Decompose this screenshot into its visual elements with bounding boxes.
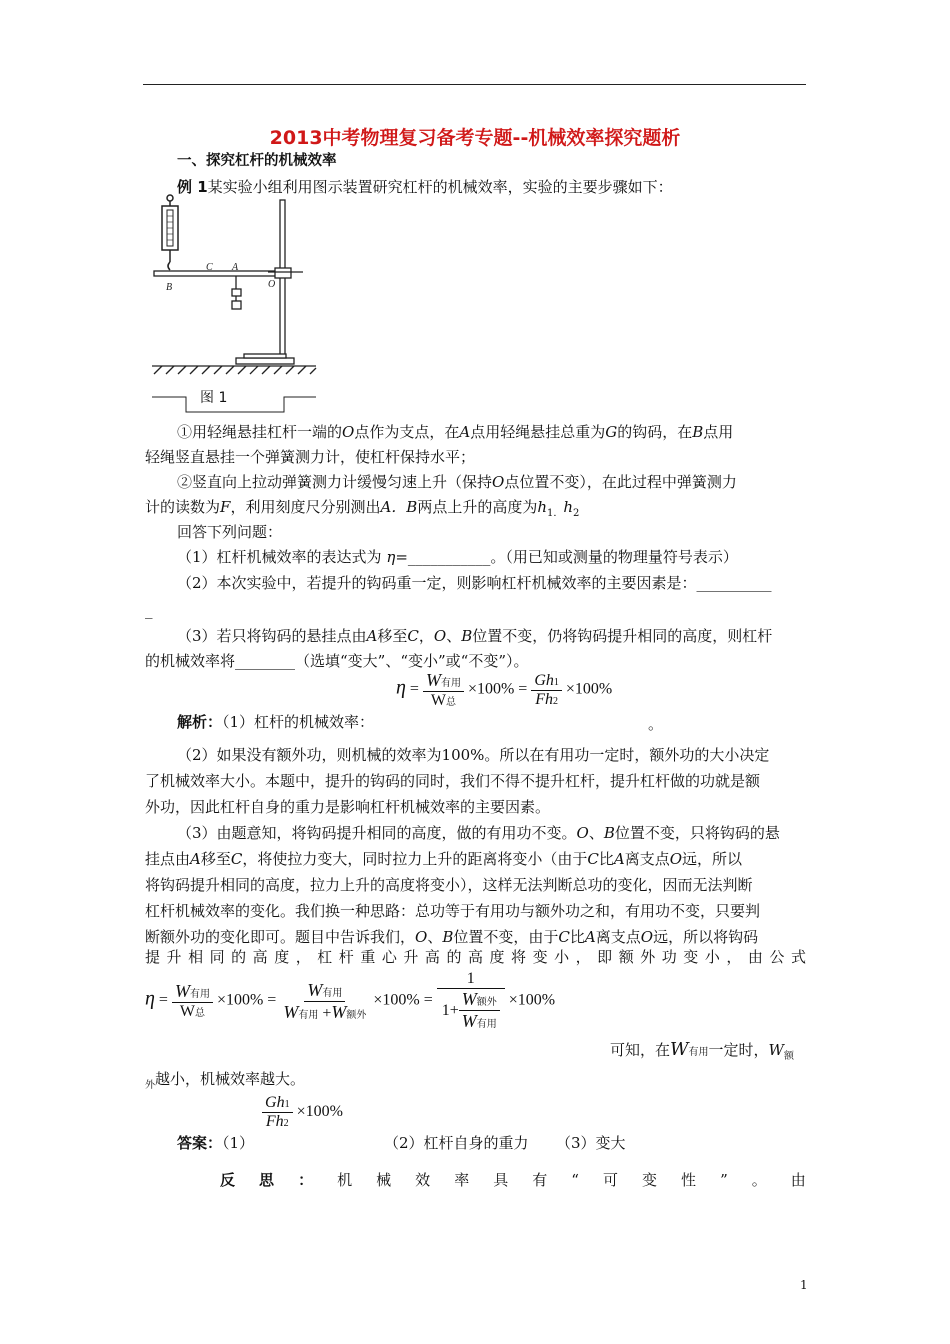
analysis-1	[177, 712, 374, 732]
work-symbol: W	[670, 1039, 689, 1060]
figure-caption: 图 1	[200, 390, 228, 406]
question-3-line1	[177, 626, 772, 646]
operator: ×100%	[296, 1103, 343, 1121]
subscript: 额外	[346, 1009, 367, 1021]
char: 同	[209, 948, 225, 966]
char: 外	[640, 948, 656, 966]
work-symbol: W	[307, 979, 323, 1000]
example-label: 例 1	[177, 178, 208, 196]
symbol: C	[587, 850, 599, 868]
subscript: 2	[573, 508, 580, 519]
char: 高	[252, 948, 268, 966]
symbol: O	[640, 928, 654, 946]
char: 功	[661, 948, 677, 966]
symbol: G	[265, 1094, 277, 1111]
efficiency-formula-2	[145, 970, 555, 1032]
conclusion-line2	[145, 1069, 305, 1096]
text-span: 点作为支点，在	[354, 423, 460, 441]
char: 。	[751, 1171, 767, 1189]
point-label-a: A	[232, 262, 239, 273]
char: 的	[446, 948, 462, 966]
subscript: 1	[553, 676, 559, 688]
equals: =	[409, 680, 419, 698]
char: 重	[360, 948, 376, 966]
char: 小	[554, 948, 570, 966]
subscript: 有用	[322, 987, 343, 999]
symbol: h	[275, 1113, 284, 1130]
text-span: （3）若只将钩码的悬挂点由	[177, 627, 367, 645]
symbol: h	[545, 690, 553, 708]
char: 度	[489, 948, 505, 966]
char: 小	[704, 948, 720, 966]
text-span: 的钩码，在	[617, 423, 693, 441]
question-1	[177, 547, 738, 567]
text-span: 比	[569, 928, 585, 946]
char: 公	[769, 948, 785, 966]
fraction-ratio	[437, 970, 505, 1032]
char: 效	[415, 1171, 431, 1189]
text-span: 、	[427, 928, 443, 946]
work-symbol: W	[174, 981, 190, 1001]
lever-bar	[154, 271, 284, 276]
conclusion-line1	[610, 1040, 794, 1067]
symbol: η	[386, 548, 396, 566]
operator: ×100% =	[373, 991, 433, 1009]
char: 即	[597, 948, 613, 966]
symbol: C	[407, 627, 419, 645]
text-span: 位置不变，仍将钩码提升相同的高度，则杠杆	[472, 627, 773, 645]
char: 性	[681, 1171, 697, 1189]
work-symbol: W	[768, 1041, 784, 1059]
symbol: A	[613, 850, 625, 868]
analysis-3-line1	[177, 823, 780, 843]
subscript: 总	[446, 697, 456, 708]
operator: ×100%	[565, 680, 613, 698]
spring-scale	[162, 195, 178, 270]
page-title: 2013中考物理复习备考专题--机械效率探究题析	[269, 127, 681, 149]
page-number: 1	[800, 1278, 808, 1292]
section-heading: 一、探究杠杆的机械效率	[177, 153, 337, 169]
text-span: 、	[588, 824, 604, 842]
eta-symbol: η	[145, 987, 155, 1010]
subscript: 额外	[476, 997, 497, 1008]
char: ，	[575, 948, 591, 966]
step2-line2	[145, 497, 579, 524]
header-rule	[143, 84, 806, 85]
subscript: 总	[195, 1008, 205, 1019]
text-span: 点用	[703, 423, 734, 441]
symbol: C	[558, 928, 570, 946]
text-span: ②竖直向上拉动弹簧测力计缓慢匀速上升（保持	[177, 473, 493, 491]
char: 有	[532, 1171, 548, 1189]
symbol: F	[265, 1113, 276, 1130]
symbol: O	[576, 824, 589, 842]
question-3-line2: 的机械效率将________（选填“变大”、“变小”或“不变”）。	[145, 652, 529, 670]
text-span: 远，所以	[682, 850, 743, 868]
fraction-gh-fh	[262, 1094, 293, 1131]
char: 高	[424, 948, 440, 966]
text-span: 移至	[377, 627, 408, 645]
char: 可	[602, 1171, 618, 1189]
symbol: A	[459, 423, 471, 441]
fraction-useful-total	[172, 981, 213, 1021]
operator: ×100% =	[467, 680, 528, 698]
subscript: 有用	[440, 678, 461, 689]
point-label-b: B	[166, 282, 173, 293]
efficiency-formula-1	[396, 670, 612, 710]
symbol: A	[584, 928, 596, 946]
fraction-useful-total	[423, 670, 464, 710]
fraction-extra-useful	[459, 989, 500, 1032]
text-span: （3）由题意知，将钩码提升相同的高度，做的有用功不变。	[177, 824, 577, 842]
analysis-1-end: 。	[648, 715, 664, 733]
fraction-gh-fh	[531, 672, 562, 709]
lever-apparatus-figure	[148, 192, 320, 414]
symbol: F	[220, 498, 231, 516]
subscript: 1．	[547, 508, 564, 519]
text-span: 移至	[200, 850, 231, 868]
char: 机	[337, 1171, 353, 1189]
subscript: 额	[783, 1051, 794, 1062]
answer-formula	[262, 1094, 343, 1131]
analysis-3-line5	[145, 927, 758, 947]
analysis-2-line2: 了机械效率大小。本题中，提升的钩码的同时，我们不得不提升杠杆，提升杠杆做的功就是额	[145, 772, 761, 790]
text-span: （1）杠杆的机械效率：	[222, 713, 375, 731]
answer-intro: 回答下列问题：	[177, 523, 283, 541]
char: 变	[683, 948, 699, 966]
symbol: h	[563, 498, 574, 516]
text-span: =___________。（用已知或测量的物理量符号表示）	[395, 548, 738, 566]
analysis-2-line3: 外功，因此杠杆自身的重力是影响杠杆机械效率的主要因素。	[145, 798, 551, 816]
question-2: （2）本次实验中，若提升的钩码重一定，则影响杠杆机械效率的主要因素是：__________	[177, 574, 772, 592]
text-span: 两点上升的高度为	[417, 498, 538, 516]
char: 的	[231, 948, 247, 966]
char: 变	[642, 1171, 658, 1189]
analysis-2-line1: （2）如果没有额外功，则机械的效率为100%。所以在有用功一定时，额外功的大小决定	[177, 746, 770, 764]
analysis-3-line3: 将钩码提升相同的高度，拉力上升的高度将变小），这样无法判断总功的变化，因而无法判断	[145, 876, 753, 894]
text-span: 越小，机械效率越大。	[155, 1070, 306, 1088]
operator: ×100%	[508, 991, 556, 1009]
symbol: h	[537, 498, 547, 516]
symbol: B	[692, 423, 704, 441]
char: 式	[790, 948, 806, 966]
subscript: 2	[553, 695, 558, 707]
answer-2: （2）杠杆自身的重力	[384, 1134, 529, 1152]
char: 心	[381, 948, 397, 966]
text-span: ，将使拉力变大，同时拉力上升的距离将变小（由于	[242, 850, 588, 868]
subscript: 有用	[298, 1009, 319, 1021]
text-span: （1）杠杆机械效率的表达式为	[177, 548, 387, 566]
text-span: 位置不变，由于	[453, 928, 559, 946]
work-symbol: W	[283, 1001, 299, 1022]
ground	[152, 366, 316, 374]
point-label-o: O	[268, 279, 276, 290]
answer-3: （3）变大	[556, 1134, 626, 1152]
analysis-3-line2	[145, 849, 742, 869]
answer-label: 答案：	[177, 1134, 223, 1152]
example-text: 某实验小组利用图示装置研究杠杆的机械效率，实验的主要步骤如下：	[207, 178, 673, 196]
operator: ×100% =	[216, 991, 277, 1009]
char: 提	[145, 948, 161, 966]
analysis-3-line4: 杠杆机械效率的变化。我们换一种思路：总功等于有用功与额外功之和，有用功不变，只要判	[145, 902, 761, 920]
analysis-label: 解析：	[177, 713, 223, 731]
text-span: 可知，在	[610, 1041, 671, 1059]
char: 杆	[338, 948, 354, 966]
symbol: O	[342, 423, 355, 441]
char: 变	[532, 948, 548, 966]
fraction-useful-sum	[280, 980, 369, 1023]
symbol: A．B	[380, 498, 418, 516]
subscript: 有用	[476, 1019, 497, 1030]
char: 思	[259, 1171, 275, 1189]
work-symbol: W	[331, 1001, 347, 1022]
symbol: h	[276, 1094, 285, 1111]
char: 升	[166, 948, 182, 966]
subscript: 有用	[688, 1047, 709, 1058]
symbol: C	[230, 850, 243, 868]
answer-line	[177, 1133, 254, 1153]
text-span: 断额外功的变化即可。题目中告诉我们，	[145, 928, 416, 946]
symbol: B	[442, 928, 454, 946]
symbol: h	[545, 671, 554, 689]
symbol: G	[534, 671, 546, 689]
text-span: 离支点	[595, 928, 641, 946]
step1-line1	[177, 422, 733, 442]
char: ，	[295, 948, 311, 966]
subscript: 外	[145, 1080, 155, 1091]
hanging-weights	[232, 276, 241, 309]
equals: =	[158, 991, 168, 1009]
symbol: O	[415, 928, 428, 946]
subscript: 有用	[189, 989, 210, 1000]
subscript: 1	[284, 1099, 290, 1110]
text-span: ，	[418, 627, 434, 645]
text-span: 离支点	[624, 850, 670, 868]
text-span: 点用轻绳悬挂总重为	[470, 423, 606, 441]
char: 高	[467, 948, 483, 966]
text-span: 挂点由	[145, 850, 191, 868]
char: 由	[747, 948, 763, 966]
char: 额	[618, 948, 634, 966]
symbol: O	[433, 627, 447, 645]
text-span: 一定时，	[708, 1041, 769, 1059]
char: ，	[726, 948, 742, 966]
symbol: O	[492, 473, 505, 491]
char: 率	[454, 1171, 470, 1189]
point-label-c: C	[206, 262, 213, 273]
work-symbol: W	[461, 1011, 477, 1031]
operator: +	[322, 1004, 332, 1022]
symbol: F	[535, 690, 545, 708]
char: “	[571, 1171, 579, 1189]
symbol: A	[366, 627, 378, 645]
work-symbol: W	[179, 1003, 195, 1020]
char: ：	[298, 1171, 314, 1189]
symbol: O	[669, 850, 683, 868]
text-span: 、	[446, 627, 462, 645]
char: 由	[790, 1171, 806, 1189]
char: 度	[274, 948, 290, 966]
operator: 1+	[441, 1001, 459, 1019]
reflection-line	[220, 1170, 806, 1190]
work-symbol: W	[461, 989, 477, 1009]
char: 升	[403, 948, 419, 966]
work-symbol: W	[430, 692, 446, 709]
symbol: B	[603, 824, 615, 842]
text-span: ，利用刻度尺分别测出	[230, 498, 381, 516]
text-span: ①用轻绳悬挂杠杆一端的	[177, 423, 343, 441]
question-2-cont: _	[145, 601, 153, 619]
text-span: 远，所以将钩码	[653, 928, 759, 946]
work-symbol: W	[425, 670, 441, 690]
text-span: 计的读数为	[145, 498, 221, 516]
text-span: 点位置不变），在此过程中弹簧测力	[504, 473, 737, 491]
char: 械	[376, 1171, 392, 1189]
char: 反	[220, 1171, 236, 1189]
text-span: 比	[598, 850, 614, 868]
subscript: 2	[283, 1118, 289, 1129]
char: ”	[720, 1171, 728, 1189]
char: 将	[511, 948, 527, 966]
step2-line1	[177, 472, 737, 492]
caption-frame	[152, 397, 316, 412]
symbol: G	[605, 423, 618, 441]
numerator: 1	[437, 970, 505, 989]
char: 具	[493, 1171, 509, 1189]
eta-symbol: η	[396, 676, 406, 699]
symbol: B	[461, 627, 473, 645]
text-span: （1）	[222, 1134, 255, 1152]
step1-line2: 轻绳竖直悬挂一个弹簧测力计，使杠杆保持水平；	[145, 448, 476, 466]
symbol: A	[190, 850, 201, 868]
char: 杠	[317, 948, 333, 966]
analysis-3-line6	[145, 947, 806, 967]
char: 相	[188, 948, 204, 966]
text-span: 位置不变，只将钩码的悬	[614, 824, 780, 842]
